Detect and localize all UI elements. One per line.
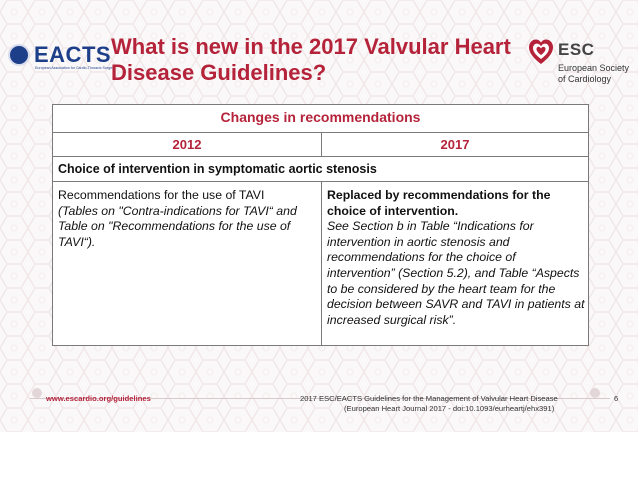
footer-citation-line-1: 2017 ESC/EACTS Guidelines for the Management of Valvular Heart Disease <box>300 394 558 403</box>
eacts-logo-subtitle: European Association for Cardio-Thoracic Surgery <box>35 66 116 70</box>
table-section-row <box>53 157 588 182</box>
page-number: 6 <box>614 394 619 403</box>
table-heading-row <box>53 105 588 133</box>
cell-2012-italic: (Tables on "Contra-indications for TAVI“ and Table on "Recommendations for the use of TAVI“). <box>58 203 297 249</box>
cell-2012 <box>58 188 316 250</box>
esc-logo-text: ESC <box>558 40 595 59</box>
esc-heart-icon <box>528 38 554 66</box>
eacts-logo <box>8 42 116 74</box>
esc-logo-line-2: of Cardiology <box>558 74 612 84</box>
esc-logo <box>528 36 633 92</box>
eacts-seal-icon <box>8 44 30 66</box>
recommendations-table <box>52 104 589 346</box>
footer-url-link[interactable]: www.escardio.org/guidelines <box>46 394 151 403</box>
section-heading: Choice of intervention in symptomatic aortic stenosis <box>58 162 377 176</box>
eacts-logo-text: EACTS <box>34 42 112 67</box>
cell-2012-text: Recommendations for the use of TAVI <box>58 188 265 202</box>
table-body-row <box>53 182 588 345</box>
esc-logo-line-1: European Society <box>558 63 630 73</box>
cell-2017-bold: Replaced by recommendations for the choice of intervention. <box>327 188 551 218</box>
cell-2017 <box>327 188 585 328</box>
footer-dot-icon <box>32 388 42 398</box>
footer-citation-line-2: (European Heart Journal 2017 - doi:10.1093/eurheartj/ehx391) <box>344 404 555 413</box>
footer-citation <box>300 394 588 414</box>
slide-title <box>111 34 521 86</box>
title-line-2: Disease Guidelines? <box>111 60 327 85</box>
title-line-1: What is new in the 2017 Valvular Heart <box>111 34 511 59</box>
table-heading: Changes in recommendations <box>220 109 421 125</box>
year-2017-header: 2017 <box>440 137 470 152</box>
column-divider <box>321 182 322 345</box>
table-years-row <box>53 133 588 157</box>
year-2012-header: 2012 <box>172 137 202 152</box>
cell-2017-italic: See Section b in Table “Indications for intervention in aortic stenosis and recommendations for the choice of intervention” (Section 5.2), and Table “Aspects to be considered by the heart team for the decision between SAVR and TAVI in patients at increased surgical risk”. <box>327 219 585 327</box>
footer-dot-icon <box>590 388 600 398</box>
